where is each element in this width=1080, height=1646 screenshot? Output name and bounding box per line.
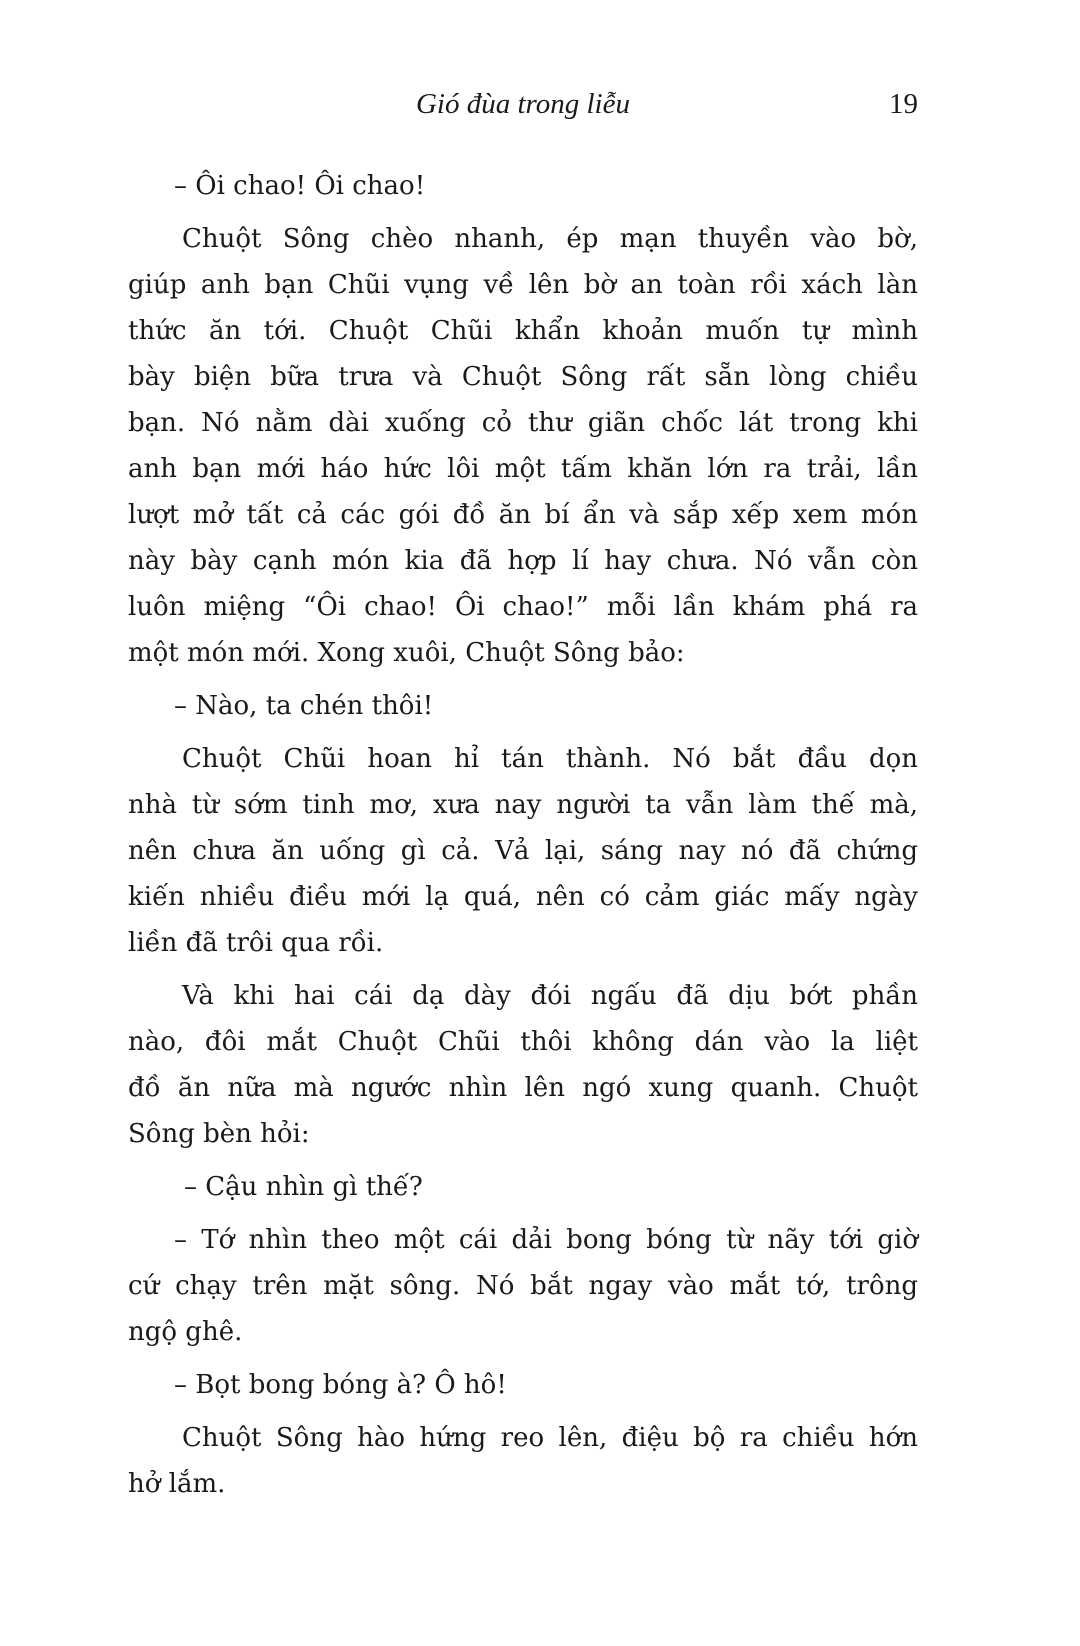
dialogue-paragraph — [128, 683, 918, 729]
text-line: Chuột Sông chèo nhanh, ép mạn thuyền vào bờ, — [182, 224, 918, 254]
text-line: anh bạn mới háo hức lôi một tấm khăn lớn ra trải, lần — [128, 454, 918, 484]
page-number: 19 — [889, 88, 918, 120]
text-line: – Bọt bong bóng à? Ô hô! — [174, 1370, 507, 1400]
text-line: đồ ăn nữa mà ngước nhìn lên ngó xung quanh. Chuột — [128, 1073, 918, 1103]
paragraph — [128, 1415, 918, 1507]
text-line: cứ chạy trên mặt sông. Nó bắt ngay vào mắt tớ, trông — [128, 1271, 918, 1301]
dialogue-paragraph — [128, 1164, 918, 1210]
text-line: bày biện bữa trưa và Chuột Sông rất sẵn lòng chiều — [128, 362, 918, 392]
text-line: nên chưa ăn uống gì cả. Vả lại, sáng nay nó đã chứng — [128, 836, 918, 866]
text-line: Và khi hai cái dạ dày đói ngấu đã dịu bớt phần — [182, 981, 918, 1011]
paragraph — [128, 216, 918, 676]
text-line: – Nào, ta chén thôi! — [174, 691, 434, 721]
text-line: – Tớ nhìn theo một cái dải bong bóng từ nãy tới giờ — [174, 1225, 918, 1255]
text-line: thức ăn tới. Chuột Chũi khẩn khoản muốn tự mình — [128, 316, 918, 346]
body-text — [128, 163, 918, 1507]
running-header — [128, 88, 918, 128]
text-line: Chuột Chũi hoan hỉ tán thành. Nó bắt đầu dọn — [182, 744, 918, 774]
dialogue-paragraph — [128, 163, 918, 209]
running-title: Gió đùa trong liễu — [415, 88, 630, 120]
text-line: một món mới. Xong xuôi, Chuột Sông bảo: — [128, 638, 685, 668]
text-line: lượt mở tất cả các gói đồ ăn bí ẩn và sắp xếp xem món — [128, 500, 918, 530]
text-line: bạn. Nó nằm dài xuống cỏ thư giãn chốc lát trong khi — [128, 408, 918, 438]
text-line: kiến nhiều điều mới lạ quá, nên có cảm giác mấy ngày — [128, 882, 918, 912]
text-line: Sông bèn hỏi: — [128, 1119, 310, 1149]
text-line: liền đã trôi qua rồi. — [128, 928, 384, 958]
paragraph — [128, 736, 918, 966]
text-line: giúp anh bạn Chũi vụng về lên bờ an toàn rồi xách làn — [128, 270, 918, 300]
text-line: nào, đôi mắt Chuột Chũi thôi không dán vào la liệt — [128, 1027, 918, 1057]
text-line: ngộ ghê. — [128, 1317, 243, 1347]
text-line: hở lắm. — [128, 1469, 226, 1499]
dialogue-paragraph — [128, 1217, 918, 1355]
text-line: luôn miệng “Ôi chao! Ôi chao!” mỗi lần khám phá ra — [128, 592, 918, 622]
text-line: Chuột Sông hào hứng reo lên, điệu bộ ra chiều hớn — [182, 1423, 918, 1453]
text-line: này bày cạnh món kia đã hợp lí hay chưa. Nó vẫn còn — [128, 546, 918, 576]
text-line: – Cậu nhìn gì thế? — [184, 1172, 423, 1202]
text-line: – Ôi chao! Ôi chao! — [174, 171, 426, 201]
text-line: nhà từ sớm tinh mơ, xưa nay người ta vẫn làm thế mà, — [128, 790, 918, 820]
paragraph — [128, 973, 918, 1157]
dialogue-paragraph — [128, 1362, 918, 1408]
